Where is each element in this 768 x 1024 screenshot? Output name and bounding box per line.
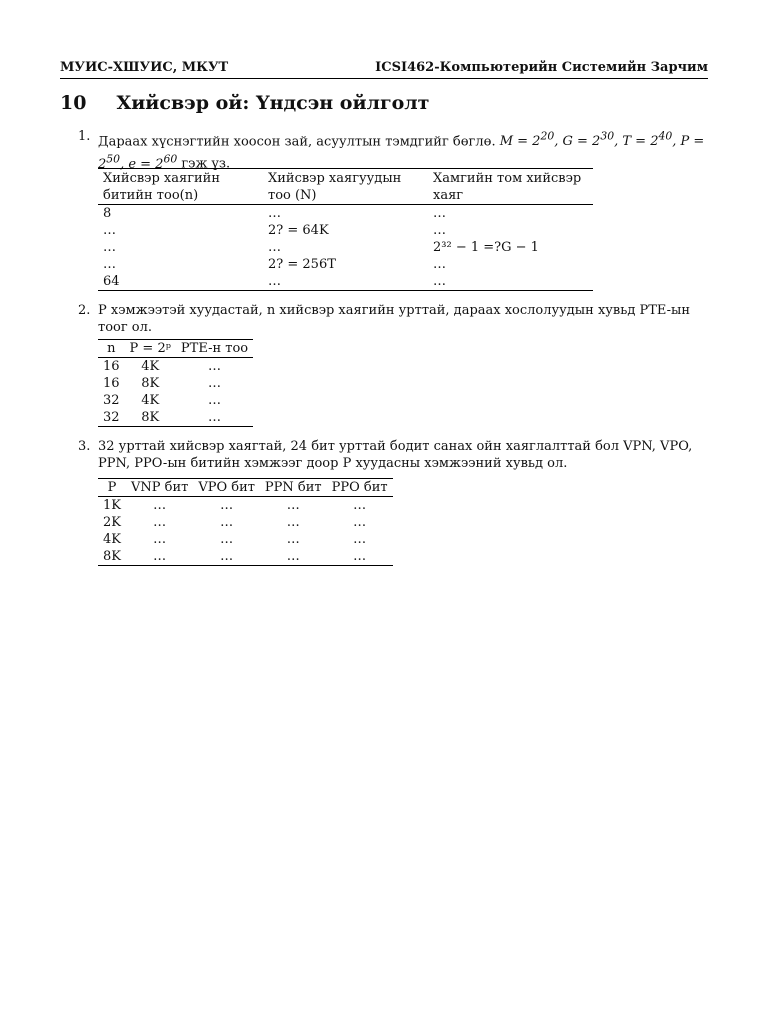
table-cell: … (153, 515, 167, 530)
problem-1-table (98, 168, 593, 291)
table-cell: … (153, 532, 167, 547)
table-cell: 32 (103, 393, 120, 408)
problem-3-number: 3. (78, 439, 91, 454)
table-cell: 4K (141, 359, 160, 374)
table-row (98, 375, 253, 392)
table-header-cell: Хамгийн том хийсвэр хаяг (433, 171, 582, 203)
table-row (98, 392, 253, 409)
math-m: M = 2 (499, 134, 541, 150)
problem-2-text: P хэмжээтэй хуудастай, n хийсвэр хаягийн урттай, дараах хослолуудын хувьд PTE-ын тоог ол. (98, 303, 691, 335)
table-cell: … (268, 240, 281, 255)
table-header-row (98, 340, 253, 358)
table-header-cell: P = 2ᵖ (129, 341, 171, 356)
table-header-row (98, 169, 593, 205)
header-right: ICSI462-Компьютерийн Системийн Зарчим (375, 60, 708, 75)
table-cell: … (103, 257, 116, 272)
table-cell: … (286, 532, 300, 547)
table-cell: … (353, 532, 367, 547)
math-e: , e = 2 (120, 156, 164, 172)
table-cell: … (433, 206, 446, 221)
table-cell: … (268, 274, 281, 289)
table-cell: 64 (103, 274, 120, 289)
table-cell: 8K (103, 549, 121, 564)
table-cell: 4K (103, 532, 121, 547)
table-cell: … (220, 498, 234, 513)
table-cell: 4K (141, 393, 160, 408)
table-cell: 8 (103, 206, 112, 221)
problem-3-table (98, 478, 393, 566)
problem-1-text-a: Дараах хүснэгтийн хоосон зай, асуултын тэмдгийг бөглө. (98, 134, 496, 150)
table-header-cell: Хийсвэр хаягийн битийн тоо(n) (103, 171, 221, 203)
problem-1-number: 1. (78, 129, 91, 144)
problem-1 (78, 128, 710, 173)
table-cell: … (220, 515, 234, 530)
table-cell: 1K (103, 498, 121, 513)
table-cell: … (153, 498, 167, 513)
table-cell: … (286, 515, 300, 530)
table-row (98, 514, 393, 531)
section-title-text: Хийсвэр ой: Үндсэн ойлголт (116, 92, 430, 114)
table-cell: 16 (103, 359, 120, 374)
table-cell: … (433, 274, 446, 289)
exp-t: 40 (658, 130, 673, 143)
table-cell: … (220, 549, 234, 564)
section-number: 10 (60, 92, 87, 114)
problem-1-text (98, 128, 710, 173)
table-cell: 2K (103, 515, 121, 530)
exp-e: 60 (163, 152, 178, 166)
table-cell: … (208, 376, 222, 391)
math-g: , G = 2 (554, 134, 601, 150)
table-header-row (98, 479, 393, 497)
table-cell: 8K (141, 376, 160, 391)
table-cell: … (220, 532, 234, 547)
table-cell: 8K (141, 410, 160, 425)
table-header-cell: PTE-н тоо (180, 341, 249, 356)
table-cell: … (433, 257, 446, 272)
exp-p: 50 (106, 152, 121, 166)
table-header-cell: VNP бит (130, 480, 189, 495)
table-cell: … (208, 410, 222, 425)
table-header-cell: n (107, 341, 116, 356)
table-row (98, 205, 593, 223)
table-cell: … (103, 240, 116, 255)
exp-m: 20 (540, 130, 555, 143)
table-row (98, 497, 393, 515)
table-cell: 2? = 64K (268, 223, 329, 238)
table-cell: 16 (103, 376, 120, 391)
table-header-cell: PPN бит (264, 480, 322, 495)
table-cell: … (353, 549, 367, 564)
section-title (60, 92, 429, 114)
header-left: МУИС-ХШУИС, МКУТ (60, 60, 229, 75)
problem-1-text-b: гэж үз. (181, 156, 231, 172)
table-cell: … (208, 359, 222, 374)
running-header (60, 60, 708, 79)
table-header-cell: P (107, 480, 117, 495)
math-t: , T = 2 (614, 134, 659, 150)
table-cell: … (268, 206, 281, 221)
math-p: , P = 2 (98, 134, 705, 172)
table-row (98, 239, 593, 256)
exp-g: 30 (600, 130, 615, 143)
table-cell: … (433, 223, 446, 238)
table-row (98, 256, 593, 273)
table-header-cell: PPO бит (331, 480, 388, 495)
table-cell: … (286, 549, 300, 564)
table-row (98, 222, 593, 239)
problem-2-table (98, 339, 253, 427)
table-row (98, 531, 393, 548)
table-row (98, 548, 393, 566)
problem-3-text: 32 урттай хийсвэр хаягтай, 24 бит урттай бодит санах ойн хаяглалттай бол VPN, VPO, PPN, PPO-ын битийн хэмжээг доор P хуудасны хэмжээний хувьд ол. (98, 439, 693, 471)
table-cell: 2³² − 1 =?G − 1 (433, 240, 539, 255)
table-row (98, 358, 253, 376)
table-cell: … (208, 393, 222, 408)
table-cell: … (103, 223, 116, 238)
table-row (98, 409, 253, 427)
table-header-cell: Хийсвэр хаягуудын тоо (N) (268, 171, 402, 203)
problem-3 (78, 438, 710, 472)
table-cell: … (286, 498, 300, 513)
problem-2-number: 2. (78, 303, 91, 318)
table-cell: … (353, 498, 367, 513)
table-cell: 32 (103, 410, 120, 425)
table-row (98, 273, 593, 291)
table-header-cell: VPO бит (198, 480, 255, 495)
table-cell: … (353, 515, 367, 530)
table-cell: … (153, 549, 167, 564)
table-cell: 2? = 256T (268, 257, 336, 272)
problem-2 (78, 302, 710, 336)
